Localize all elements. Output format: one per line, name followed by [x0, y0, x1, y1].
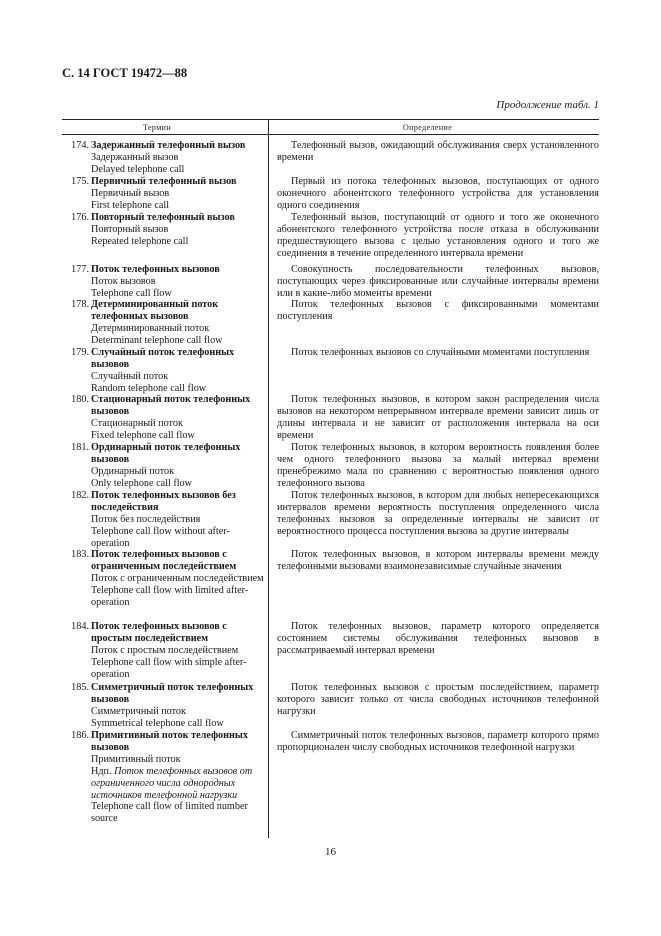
- term-number: 181.: [71, 442, 89, 453]
- term-synonym: Детерминированный поток: [91, 322, 210, 334]
- term-synonym: Поток с ограниченным последействием: [91, 572, 264, 584]
- definition-179: Поток телефонных вызовов со случайными моментами поступления: [291, 347, 590, 358]
- term-synonym: Задержанный вызов: [91, 151, 179, 163]
- term-entry-178: [62, 299, 264, 347]
- column-header-term: Термин: [143, 123, 172, 132]
- definition-186: Симметричный поток телефонных вызовов, параметр которого прямо пропорционален числу свободных источников телефонной нагрузки: [277, 730, 599, 753]
- term-number: 178.: [71, 299, 89, 310]
- term-english: Random telephone call flow: [91, 382, 207, 394]
- term-entry-175: [62, 176, 264, 212]
- term-entry-186: [62, 730, 264, 825]
- definition-185: Поток телефонных вызовов с простым последействием, параметр которого зависит только от числа свободных источников телефонной нагрузки: [277, 682, 599, 717]
- term-title: Поток телефонных вызовов с ограниченным последействием: [91, 549, 237, 572]
- term-number: 177.: [71, 264, 89, 275]
- term-title: Ординарный поток телефонных вызовов: [91, 442, 241, 465]
- term-synonym: Случайный поток: [91, 370, 169, 382]
- term-entry-174: [62, 140, 264, 176]
- term-number: 186.: [71, 730, 89, 741]
- table-continuation-label: Продолжение табл. 1: [496, 99, 599, 111]
- term-number: 185.: [71, 682, 89, 693]
- term-number: 184.: [71, 621, 89, 632]
- term-english: Telephone call flow with simple after-operation: [91, 656, 247, 680]
- term-number: 182.: [71, 490, 89, 501]
- term-synonym: Поток без последействия: [91, 513, 201, 525]
- definition-181: Поток телефонных вызовов, в котором вероятность появления более чем одного телефонного вызова за малый интервал времени пренебрежимо мала по сравнению с вероятностью появления одного телефонного вызова: [277, 442, 599, 489]
- term-number: 176.: [71, 212, 89, 223]
- definition-184: Поток телефонных вызовов, параметр которого определяется состоянием системы обслуживания телефонных вызовов в рассматриваемый интервал времени: [277, 621, 599, 656]
- definition-178: Поток телефонных вызовов с фиксированными моментами поступления: [277, 299, 599, 322]
- term-english: Telephone call flow with limited after-operation: [91, 584, 249, 608]
- term-entry-179: [62, 347, 264, 395]
- definition-175: Первый из потока телефонных вызовов, поступающих от одного оконечного абонентского телефонного устройства для установления одного соединения: [277, 176, 599, 211]
- term-synonym: Ординарный поток: [91, 465, 175, 477]
- term-english: Telephone call flow without after-operation: [91, 525, 230, 549]
- term-entry-176: [62, 212, 264, 248]
- term-english: Only telephone call flow: [91, 477, 192, 489]
- term-entry-185: [62, 682, 264, 730]
- term-title: Первичный телефонный вызов: [91, 176, 237, 187]
- table-column-divider: [268, 120, 269, 838]
- column-header-definition: Определение: [403, 123, 453, 132]
- term-english: Fixed telephone call flow: [91, 429, 195, 441]
- term-entry-183: [62, 549, 264, 609]
- term-english: Repeated telephone call: [91, 235, 189, 247]
- term-synonym: Первичный вызов: [91, 187, 170, 199]
- deprecated-term: Поток телефонных вызовов от ограниченного числа однородных источников телефонной нагрузки: [91, 765, 253, 801]
- term-number: 179.: [71, 347, 89, 358]
- term-deprecated: [62, 766, 264, 802]
- term-entry-181: [62, 442, 264, 490]
- term-english: Delayed telephone call: [91, 163, 185, 175]
- page-number: 16: [325, 846, 336, 858]
- term-title: Повторный телефонный вызов: [91, 212, 235, 223]
- term-number: 174.: [71, 140, 89, 151]
- term-number: 180.: [71, 394, 89, 405]
- term-english: Telephone call flow: [91, 287, 172, 299]
- definition-182: Поток телефонных вызовов, в котором для любых непересекающихся интервалов времени вероятность поступления определенного числа телефонных вызовов за определенные интервалы не зависит от вероятностного процесса поступления вызова за другие интервалы: [277, 490, 599, 537]
- term-title: Случайный поток телефонных вызовов: [91, 347, 235, 370]
- deprecated-label: Ндп.: [91, 765, 112, 777]
- document-header: С. 14 ГОСТ 19472—88: [62, 66, 188, 80]
- term-entry-184: [62, 621, 264, 681]
- term-entry-180: [62, 394, 264, 442]
- definition-180: Поток телефонных вызовов, в котором закон распределения числа вызовов на некотором непрерывном интервале времени зависит лишь от длины интервала и не зависит от расположения интервала на оси времени: [277, 394, 599, 441]
- term-synonym: Стационарный поток: [91, 417, 183, 429]
- definition-176: Телефонный вызов, поступающий от одного и того же оконечного абонентского телефонного устройства после отказа в обслуживании предшествующего вызова с целью установления одного и того же соединения в течение определенного интервала времени: [277, 212, 599, 259]
- table-top-rule: [62, 119, 599, 120]
- term-title: Задержанный телефонный вызов: [91, 140, 246, 151]
- table-header-rule: [62, 134, 599, 135]
- term-title: Стационарный поток телефонных вызовов: [91, 394, 251, 417]
- term-title: Поток телефонных вызовов: [91, 264, 220, 275]
- term-title: Поток телефонных вызовов без последействия: [91, 490, 236, 513]
- term-title: Поток телефонных вызовов с простым последействием: [91, 621, 227, 644]
- term-number: 175.: [71, 176, 89, 187]
- term-entry-182: [62, 490, 264, 550]
- term-synonym: Повторный вызов: [91, 223, 169, 235]
- definition-174: Телефонный вызов, ожидающий обслуживания сверх установленного времени: [277, 140, 599, 163]
- term-number: 183.: [71, 549, 89, 560]
- term-title: Примитивный поток телефонных вызовов: [91, 730, 248, 753]
- term-synonym: Симметричный поток: [91, 705, 186, 717]
- definition-177: Совокупность последовательности телефонных вызовов, поступающих через фиксированные или случайные интервалы времени или в какие-либо моменты времени: [277, 264, 599, 299]
- term-english: Symmetrical telephone call flow: [91, 717, 224, 729]
- term-english: First telephone call: [91, 199, 170, 211]
- term-english: Determinant telephone call flow: [91, 334, 223, 346]
- definition-183: Поток телефонных вызовов, в котором интервалы времени между телефонными вызовами взаимонезависимые случайные значения: [277, 549, 599, 572]
- term-synonym: Примитивный поток: [91, 753, 181, 765]
- term-title: Детерминированный поток телефонных вызовов: [91, 299, 219, 322]
- term-title: Симметричный поток телефонных вызовов: [91, 682, 254, 705]
- term-synonym: Поток вызовов: [91, 275, 156, 287]
- term-english: Telephone call flow of limited number source: [91, 801, 248, 825]
- term-entry-177: [62, 264, 264, 300]
- term-synonym: Поток с простым последействием: [91, 644, 239, 656]
